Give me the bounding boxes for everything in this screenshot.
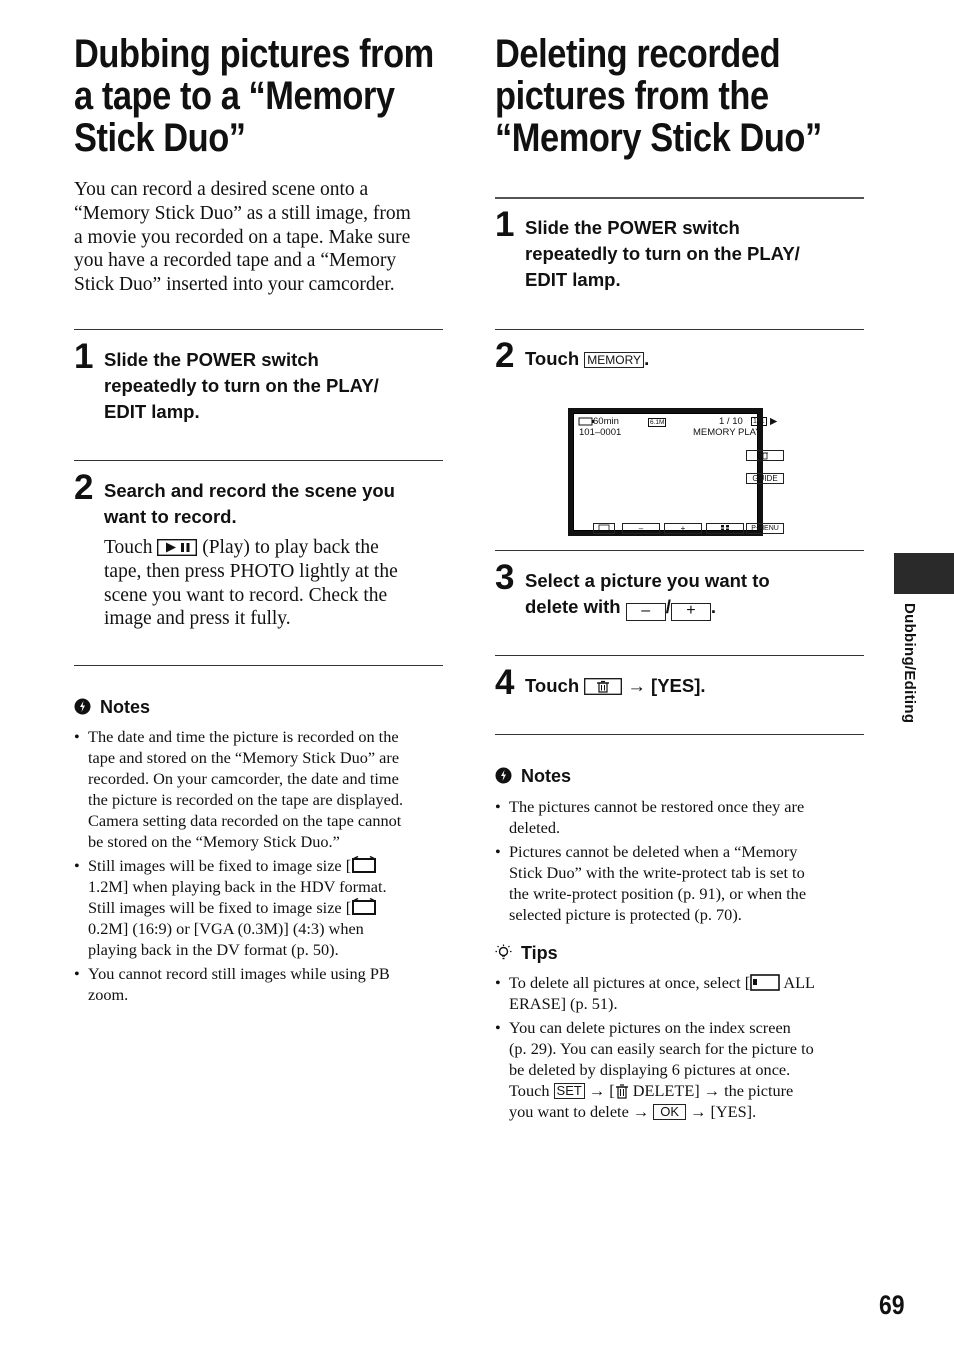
tips-icon (495, 944, 512, 961)
ok-button: OK (653, 1104, 686, 1120)
tips-list (495, 972, 864, 1125)
step-title: Slide the POWER switch repeatedly to turn on the PLAY/ EDIT lamp. (525, 217, 800, 290)
right-step-1 (495, 205, 864, 293)
play-pause-icon (157, 539, 197, 556)
next-arrow-icon: ▶ (770, 416, 778, 427)
divider (495, 734, 864, 735)
step-number: 1 (74, 337, 94, 376)
counter: 1 / 10 (719, 416, 743, 427)
plus-button: + (664, 523, 702, 534)
step-number: 3 (495, 558, 515, 597)
tips-header: Tips (495, 943, 558, 964)
plus-button: + (671, 603, 711, 621)
divider (495, 197, 864, 199)
divider (74, 460, 443, 461)
divider (495, 655, 864, 656)
step-title: Slide the POWER switch repeatedly to turn on the PLAY/ EDIT lamp. (104, 349, 379, 422)
image-size-icon (351, 856, 377, 874)
list-item: • Pictures cannot be deleted when a “Memory Stick Duo” with the write-protect tab is set to the write-protect position (p. 91), or when the selected picture is protected (p. 70). (495, 841, 864, 925)
trash-icon (615, 1083, 629, 1099)
left-step-1 (74, 337, 443, 425)
right-step-3 (495, 558, 864, 621)
divider (74, 665, 443, 666)
notes-icon (495, 767, 512, 784)
step-title: Touch → [YES]. (525, 675, 706, 696)
step-title: Select a picture you want to delete with – / + . (525, 570, 770, 619)
index-button (706, 523, 744, 534)
step-number: 4 (495, 663, 515, 702)
trash-icon (760, 451, 770, 460)
list-item: • Still images will be fixed to image size [ 1.2M] when playing back in the HDV format. Still images will be fixed to image size [ 0.2M] (16:9) or [VGA (0.3M)] (4:3) when playing back in the DV format (p. 50). (74, 855, 443, 960)
lcd-screen (568, 408, 779, 536)
list-item: • To delete all pictures at once, select [ ALL ERASE] (p. 51). (495, 972, 864, 1014)
back-button (593, 523, 615, 534)
section-tab (894, 553, 954, 594)
step-body: Touch (Play) to play back the tape, then press PHOTO lightly at the scene you want to record. Check the image and press it fully. (104, 537, 398, 630)
section-label: Dubbing/Editing (901, 603, 918, 724)
notes-header: Notes (495, 766, 571, 787)
left-step-2 (74, 468, 443, 631)
step-number: 2 (495, 336, 515, 375)
p-menu-button: P-MENU (746, 523, 784, 534)
step-number: 2 (74, 468, 94, 507)
list-item: • The pictures cannot be restored once they are deleted. (495, 796, 864, 838)
guide-button: GUIDE (746, 473, 784, 484)
right-step-4 (495, 663, 864, 702)
trash-icon (584, 678, 622, 695)
right-step-2 (495, 336, 864, 533)
index-icon (720, 524, 730, 532)
list-item: • You can delete pictures on the index screen (p. 29). You can easily search for the picture to be deleted by displaying 6 pictures at once. Touch SET → [ DELETE] → the picture you want to delete → OK → [YES]. (495, 1017, 864, 1122)
divider (495, 550, 864, 551)
step-title: Search and record the scene you want to record. (104, 480, 395, 527)
minus-button: – (626, 603, 666, 621)
right-title: Deleting recorded pictures from the “Memory Stick Duo” (495, 32, 822, 160)
step-title: Touch MEMORY . (525, 348, 650, 369)
list-item: • You cannot record still images while using PB zoom. (74, 963, 443, 1005)
file-number: 101–0001 (579, 427, 622, 438)
mode-label: MEMORY PLAY (693, 427, 762, 438)
left-intro: You can record a desired scene onto a “Memory Stick Duo” as a still image, from a movie you recorded on a tape. Make sure you have a recorded tape and a “Memory Stick Duo” inserted into your camcorder. (74, 179, 411, 296)
back-icon (598, 524, 610, 532)
left-title: Dubbing pictures from a tape to a “Memory Stick Duo” (74, 32, 434, 160)
list-item: • The date and time the picture is recorded on the tape and stored on the “Memory Stick Duo” are recorded. On your camcorder, the date and time the picture is recorded on the tape are displayed. Camera setting data recorded on the tape cannot be stored on the “Memory Stick Duo.” (74, 726, 443, 852)
battery-icon (578, 417, 594, 426)
notes-icon (74, 698, 91, 715)
battery-time: 60min (593, 416, 619, 427)
lcd-display (573, 413, 779, 533)
set-button: SET (554, 1083, 585, 1099)
folder-badge: 101 (753, 418, 765, 425)
divider (74, 329, 443, 330)
left-notes-list (74, 726, 443, 1008)
divider (495, 329, 864, 330)
memory-stick-icon (750, 974, 780, 991)
memory-button: MEMORY (584, 352, 644, 368)
page-number: 69 (879, 1290, 905, 1320)
image-size-icon (351, 898, 377, 916)
delete-button (746, 450, 784, 461)
image-size: 6.1M (650, 419, 665, 426)
right-notes-list (495, 796, 864, 928)
minus-button: – (622, 523, 660, 534)
step-number: 1 (495, 205, 515, 244)
notes-header: Notes (74, 697, 150, 718)
